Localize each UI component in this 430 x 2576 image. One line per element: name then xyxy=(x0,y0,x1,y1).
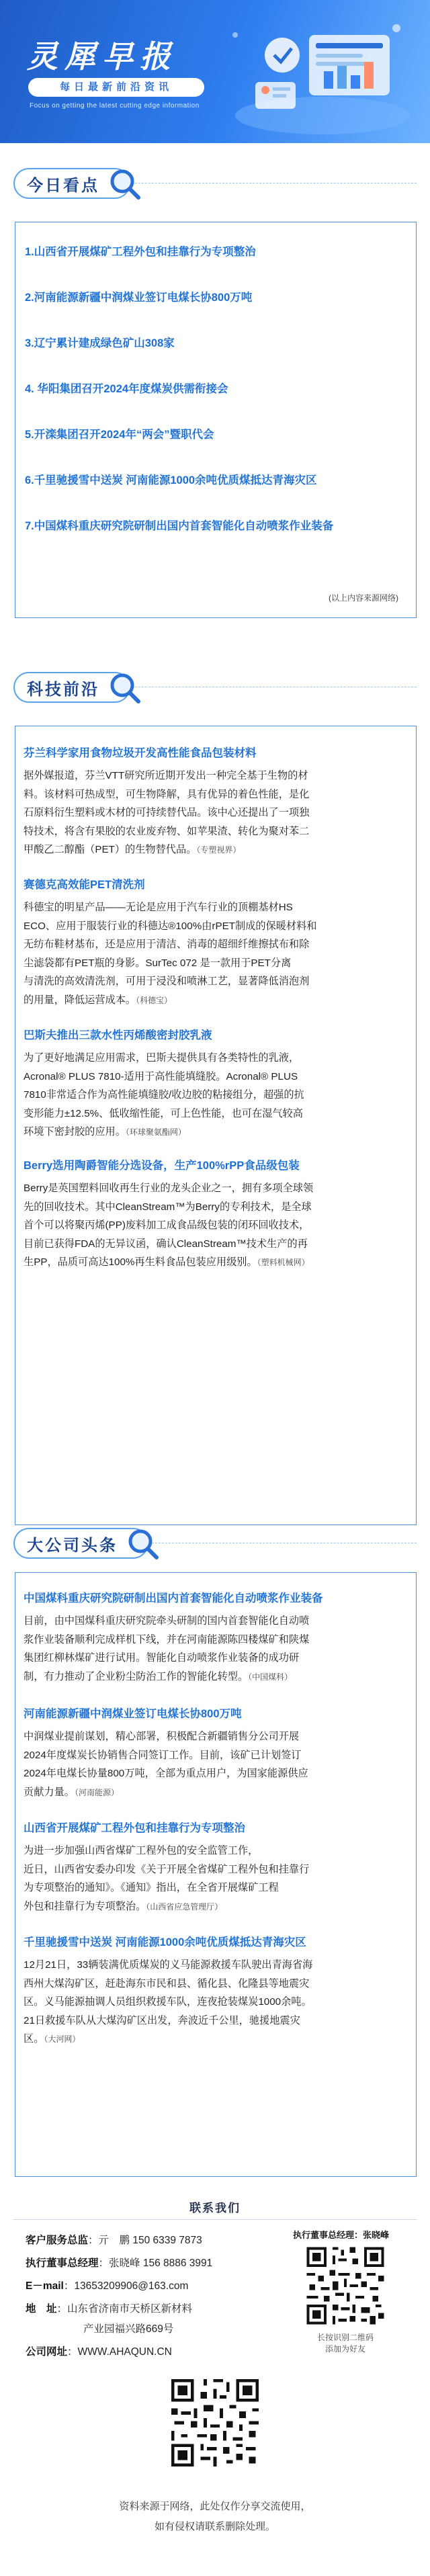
article-body: 12月21日，33辆装满优质煤炭的义马能源救援车队驶出青海省海 西州大煤沟矿区，赶赴海东市民和县、循化县、化隆县等地震灾 区。义马能源抽调人员组织救援车队，连夜抢装煤炭1000余吨。 21日救援车队从大煤沟矿区出发，奔波近千公里，驰援地震灾 区。（大河网） xyxy=(24,1959,313,2045)
brand-subtitle: Focus on getting the latest cutting edge information xyxy=(30,102,200,110)
article-title[interactable]: Berry选用陶爵智能分选设备，生产100%rPP食品级包装 xyxy=(24,1160,300,1172)
headline-link[interactable]: 4. 华阳集团召开2024年度煤炭供需衔接会 xyxy=(25,383,228,395)
article-body: 中润煤业提前谋划，精心部署，积极配合新疆销售分公司开展 2024年度煤炭长协销售合同签订工作。目前，该矿已计划签订 2024年电煤长协量800万吨，全部为重点用户，为国家能源供应 贡献力量。（河南能源） xyxy=(24,1731,308,1798)
tech-articles-box xyxy=(15,726,417,1525)
article-source: （山西省应急管理厅） xyxy=(146,1901,223,1912)
contact-title: 联系我们 xyxy=(189,2202,241,2215)
section-title-company: 大公司头条 xyxy=(27,1535,118,1555)
article-title[interactable]: 赛德克高效能PET清洗剂 xyxy=(24,879,145,891)
contact-row: 地 址：山东省济南市天桥区新材料 xyxy=(26,2303,193,2315)
footer-note: 资料来源于网络，此处仅作分享交流使用， 如有侵权请联系删除处理。 xyxy=(119,2501,311,2532)
article-title[interactable]: 千里驰援雪中送炭 河南能源1000余吨优质煤抵达青海灾区 xyxy=(24,1936,306,1948)
article-source: （塑料机械网） xyxy=(257,1258,310,1267)
headline-link[interactable]: 3.辽宁累计建成绿色矿山308家 xyxy=(25,337,175,349)
wechat-qr-code[interactable] xyxy=(304,2244,387,2327)
article-source: （中国煤科） xyxy=(248,1672,293,1682)
article-title[interactable]: 巴斯夫推出三款水性丙烯酸密封胶乳液 xyxy=(24,1029,212,1041)
article-source: （环球聚氨酯网） xyxy=(125,1127,186,1137)
contact-website[interactable]: 公司网址：WWW.AHAQUN.CN xyxy=(26,2346,172,2358)
today-highlights-box xyxy=(15,222,417,618)
article-body: 科德宝的明星产品——无论是应用于汽车行业的顶棚基材HS ECO、应用于服装行业的科德达®100%由rPET制成的保暖材料和 无纺布鞋材基布，还是应用于清洁、消毒的超细纤维擦拭布和除 尘滤袋都有PET瓶的身影。SurTec 072 是一款用于PET分离 与清洗的高效清洗剂，可用于浸没和喷淋工艺，显著降低消泡剂 的用量，降低运营成本。（科德宝） xyxy=(24,902,317,1006)
contact-row: 产业园福兴路669号 xyxy=(83,2323,174,2335)
magnifier-icon xyxy=(108,165,144,202)
article-title[interactable]: 河南能源新疆中润煤业签订电煤长协800万吨 xyxy=(24,1708,242,1720)
article-source: （大河网） xyxy=(44,2034,81,2044)
headline-link[interactable]: 7.中国煤科重庆研究院研制出国内首套智能化自动喷浆作业装备 xyxy=(25,520,334,532)
contact-divider xyxy=(13,2219,417,2220)
headline-link[interactable]: 5.开滦集团召开2024年“两会”暨职代会 xyxy=(25,429,214,441)
brand-tagline: 每日最新前沿资讯 xyxy=(28,78,204,97)
section-header-today xyxy=(13,164,130,203)
article-source: （河南能源） xyxy=(74,1787,119,1797)
section-title-today: 今日看点 xyxy=(27,175,99,195)
article-body: 为了更好地满足应用需求，巴斯夫提供具有各类特性的乳液， Acronal® PLUS 7810-适用于高性能填缝胶。Acronal® PLUS 7810非常适合作为高性能填缝胶/收边胶的粘接组分，超强的抗 变形能力±12.5%、低收缩性能，可上色性能，也可在湿气较高 环境下密封胶的应用。（环球聚氨酯网） xyxy=(24,1052,304,1137)
article-title[interactable]: 芬兰科学家用食物垃圾开发高性能食品包装材料 xyxy=(24,747,257,759)
article-source: （科德宝） xyxy=(136,995,173,1005)
article-body: Berry是英国塑料回收再生行业的龙头企业之一，拥有多项全球领 先的回收技术。其中CleanStream™为Berry的专利技术，是全球 首个可以将聚丙烯(PP)废料加工成食品级包装的闭环回收技术， 目前已获得FDA的无异议函，确认CleanStream™技术生产的再 生PP，品质可高达100%再生料食品包装应用级别。（塑料机械网） xyxy=(24,1183,314,1268)
qr-caption-title: 执行董事总经理：张晓峰 xyxy=(293,2230,390,2240)
article-source: （专塑视界） xyxy=(196,845,241,855)
header-banner xyxy=(0,0,430,143)
qr-caption: 长按识别二维码 添加为好友 xyxy=(316,2333,374,2354)
banner-illustration xyxy=(208,15,410,136)
article-body: 据外媒报道，芬兰VTT研究所近期开发出一种完全基于生物的材 料。该材料可热成型，可生物降解，具有优异的着色性能，是化 石原料衍生塑料或木材的可持续替代品。该中心还提出了一项独 特技术，将含有果胶的农业废弃物、如苹果渣、转化为聚对苯二 甲酸乙二醇酯（PET）的生物替代品。（专塑视界） xyxy=(24,770,310,855)
company-articles-box xyxy=(15,1572,417,2177)
section-header-tech xyxy=(13,668,130,707)
contact-email[interactable]: E－mail：13653209906@163.com xyxy=(26,2280,189,2292)
brand-title: 灵犀早报 xyxy=(27,38,177,75)
contact-row: 执行董事总经理：张晓峰 156 8886 3991 xyxy=(26,2258,213,2269)
article-body: 为进一步加强山西省煤矿工程外包的安全监管工作， 近日，山西省安委办印发《关于开展全省煤矿工程外包和挂靠行 为专项整治的通知》。《通知》指出，在全省开展煤矿工程 外包和挂靠行为专项整治。（山西省应急管理厅） xyxy=(24,1845,310,1912)
section-title-tech: 科技前沿 xyxy=(27,679,99,699)
magnifier-icon xyxy=(126,1525,162,1561)
headline-link[interactable]: 6.千里驰援雪中送炭 河南能源1000余吨优质煤抵达青海灾区 xyxy=(25,474,317,486)
contact-row: 客户服务总监：亓 鹏 150 6339 7873 xyxy=(26,2235,202,2246)
source-note: (以上内容来源网络) xyxy=(329,593,398,603)
magnifier-icon xyxy=(108,669,144,705)
headline-link[interactable]: 1.山西省开展煤矿工程外包和挂靠行为专项整治 xyxy=(25,246,256,258)
headline-link[interactable]: 2.河南能源新疆中润煤业签订电煤长协800万吨 xyxy=(25,292,253,304)
section-header-company xyxy=(13,1524,148,1563)
article-body: 目前，由中国煤科重庆研究院牵头研制的国内首套智能化自动喷 浆作业装备顺利完成样机下线，并在河南能源陈四楼煤矿和陕煤 集团红柳林煤矿进行试用。智能化自动喷浆作业装备的成功研 制，有力推动了企业粉尘防治工作的智能化转型。（中国煤科） xyxy=(24,1615,310,1682)
article-title[interactable]: 中国煤科重庆研究院研制出国内首套智能化自动喷浆作业装备 xyxy=(24,1592,323,1604)
official-account-qr-code[interactable] xyxy=(168,2376,262,2470)
article-title[interactable]: 山西省开展煤矿工程外包和挂靠行为专项整治 xyxy=(24,1822,245,1834)
